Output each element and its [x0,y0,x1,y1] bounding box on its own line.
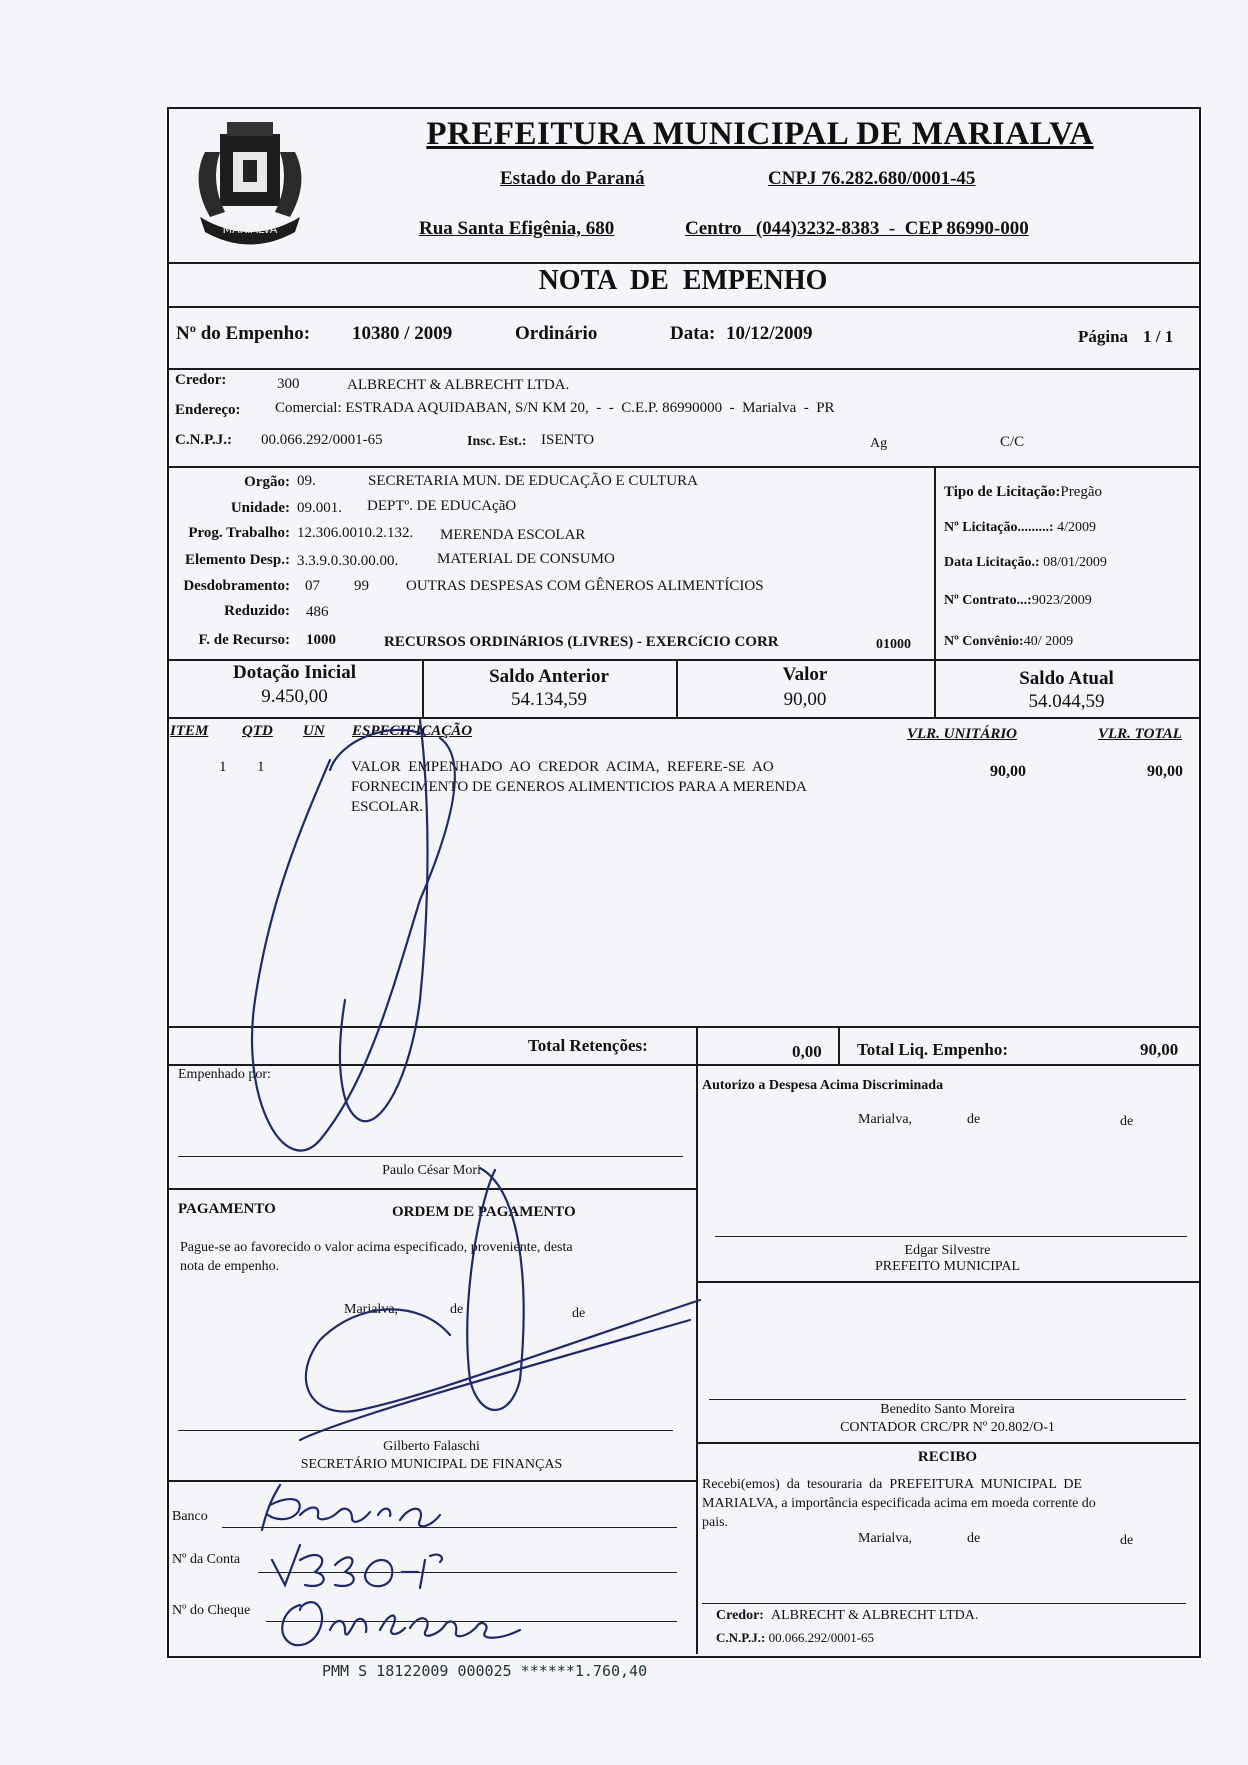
recibo-credor: Credor: ALBRECHT & ALBRECHT LTDA. [716,1608,979,1623]
orgao-code: 09. [297,473,316,489]
item-qtd: 1 [257,759,265,775]
header-cnpj: CNPJ 76.282.680/0001-45 [768,168,976,189]
table-row [167,755,1197,825]
page-label: Página [1078,327,1129,346]
elemento-code: 3.3.9.0.30.00.00. [297,553,399,569]
licitacao-numero: Nº Licitação.........: 4/2009 [944,520,1096,535]
prog-desc: MERENDA ESCOLAR [440,527,586,543]
svg-text:MARIALVA: MARIALVA [222,223,278,236]
pagamento-text-line1: Pague-se ao favorecido o valor acima especificado, proveniente, desta [180,1240,573,1255]
elemento-label: Elemento Desp.: [185,552,290,568]
saldo-atual-label: Saldo Atual [1019,668,1114,689]
recibo-text-line2: MARIALVA, a importância especificada acima em moeda corrente do [702,1496,1096,1511]
unidade-desc: DEPTº. DE EDUCAçãO [367,498,517,514]
autorizo-city: Marialva, [858,1112,913,1127]
autorizo-de1: de [967,1112,981,1127]
cheque-label: Nº do Cheque [172,1603,251,1618]
prog-label: Prog. Trabalho: [188,525,290,541]
total-liq-label: Total Liq. Empenho: [857,1040,1008,1059]
municipal-seal [185,112,315,252]
orgao-desc: SECRETARIA MUN. DE EDUCAÇÃO E CULTURA [368,473,698,489]
total-liq-value: 90,00 [1140,1040,1179,1059]
empenho-type: Ordinário [515,323,598,344]
fonte-code: 1000 [306,632,336,648]
total-retencoes-value: 0,00 [792,1042,822,1061]
credor-name: ALBRECHT & ALBRECHT LTDA. [347,377,570,393]
page-value: 1 / 1 [1143,327,1174,346]
pagamento-text-line2: nota de empenho. [180,1259,280,1274]
contador-name: Benedito Santo Moreira [880,1402,1015,1417]
dotacao-value: 9.450,00 [261,686,328,707]
recibo-city: Marialva, [858,1531,913,1546]
reduzido-label: Reduzido: [224,603,290,619]
prefeito-role: PREFEITO MUNICIPAL [874,1259,1021,1274]
items-header-un: UN [303,723,325,739]
conta-label: Nº da Conta [172,1552,241,1567]
empenho-date: 10/12/2009 [726,323,813,344]
recibo-de2: de [1120,1533,1134,1548]
empenhado-name: Paulo César Mori [382,1163,481,1178]
empenho-date-label: Data: [670,323,716,344]
ag-label: Ag [870,436,888,451]
item-total-value: 90,00 [1147,763,1183,780]
licitacao-data: Data Licitação.: 08/01/2009 [944,555,1107,570]
pagamento-signer-name: Gilberto Falaschi [383,1439,480,1454]
recibo-cnpj: C.N.P.J.: 00.066.292/0001-65 [716,1630,875,1645]
recibo-title: RECIBO [917,1449,978,1465]
unidade-code: 09.001. [297,500,342,516]
saldo-anterior-label: Saldo Anterior [489,666,609,687]
cc-label: C/C [1000,434,1025,450]
header-state: Estado do Paraná [500,168,645,189]
pagamento-label: PAGAMENTO [178,1201,276,1217]
saldo-atual-value: 54.044,59 [1028,691,1105,712]
elemento-desc: MATERIAL DE CONSUMO [437,551,615,567]
desdobramento-code2: 99 [354,578,369,594]
item-unit-value: 90,00 [990,763,1026,780]
insc-value: ISENTO [541,432,595,448]
item-spec-line2: FORNECIMENTO DE GENEROS ALIMENTICIOS PARA A MERENDA [351,779,807,795]
fonte-num: 01000 [876,637,911,652]
credor-label: Credor: [175,372,227,388]
endereco-value: Comercial: ESTRADA AQUIDABAN, S/N KM 20, - - C.E.P. 86990000 - Marialva - PR [275,400,835,416]
fonte-desc: RECURSOS ORDINáRIOS (LIVRES) - EXERCíCIO CORR [384,634,779,650]
ordem-pagamento-label: ORDEM DE PAGAMENTO [392,1204,576,1220]
empenhado-label: Empenhado por: [178,1067,271,1082]
empenho-number-label: Nº do Empenho: [176,323,311,344]
header-address: Centro (044)3232-8383 - CEP 86990-000 [685,218,1029,239]
total-retencoes-label: Total Retenções: [528,1036,648,1055]
items-header-spec: ESPECIFICAÇÃO [352,723,473,739]
pagamento-de2: de [572,1306,586,1321]
header-street: Rua Santa Efigênia, 680 [419,218,615,239]
item-number: 1 [219,759,227,775]
pagamento-de1: de [450,1302,464,1317]
credor-code: 300 [277,376,300,392]
orgao-label: Orgão: [244,474,290,490]
header-title: PREFEITURA MUNICIPAL DE MARIALVA [426,116,1094,152]
pagamento-signer-role: SECRETÁRIO MUNICIPAL DE FINANÇAS [300,1457,563,1472]
licitacao-tipo: Tipo de Licitação:Pregão [944,484,1103,500]
insc-label: Insc. Est.: [467,434,527,449]
banco-label: Banco [172,1509,208,1524]
items-header-total: VLR. TOTAL [1098,726,1182,742]
valor-label: Valor [782,664,828,685]
cnpj-label: C.N.P.J.: [175,432,232,448]
licitacao-contrato: Nº Contrato...:9023/2009 [944,593,1092,608]
pagamento-city: Marialva, [344,1302,399,1317]
recibo-text-line1: Recebi(emos) da tesouraria da PREFEITURA MUNICIPAL DE [702,1477,1083,1492]
items-header-item: ITEM [170,723,209,739]
endereco-label: Endereço: [175,402,241,418]
unidade-label: Unidade: [230,500,290,516]
licitacao-convenio: Nº Convênio:40/ 2009 [944,634,1074,649]
autorizo-label: Autorizo a Despesa Acima Discriminada [702,1078,944,1093]
valor-value: 90,00 [783,689,827,710]
autorizo-de2: de [1120,1114,1134,1129]
footer-stamp: PMM S 18122009 000025 ******1.760,40 [322,1662,648,1680]
items-header-unit: VLR. UNITÁRIO [907,726,1018,742]
desdobramento-label: Desdobramento: [183,578,290,594]
recibo-de1: de [967,1531,981,1546]
contador-role: CONTADOR CRC/PR Nº 20.802/O-1 [840,1420,1055,1435]
item-spec-line3: ESCOLAR. [351,799,424,815]
dotacao-label: Dotação Inicial [233,662,356,683]
fonte-label: F. de Recurso: [198,632,290,648]
reduzido-value: 486 [306,604,329,620]
desdobramento-desc: OUTRAS DESPESAS COM GÊNEROS ALIMENTÍCIOS [406,578,764,594]
prog-code: 12.306.0010.2.132. [297,525,414,541]
recibo-text-line3: pais. [702,1515,729,1530]
doc-title: NOTA DE EMPENHO [538,265,828,296]
desdobramento-code1: 07 [305,578,320,594]
saldo-anterior-value: 54.134,59 [511,689,587,710]
prefeito-name: Edgar Silvestre [904,1243,991,1258]
items-header-qtd: QTD [242,723,273,739]
empenho-number: 10380 / 2009 [352,323,453,344]
cnpj-value: 00.066.292/0001-65 [261,432,383,448]
item-spec-line1: VALOR EMPENHADO AO CREDOR ACIMA, REFERE-SE AO [351,759,774,775]
